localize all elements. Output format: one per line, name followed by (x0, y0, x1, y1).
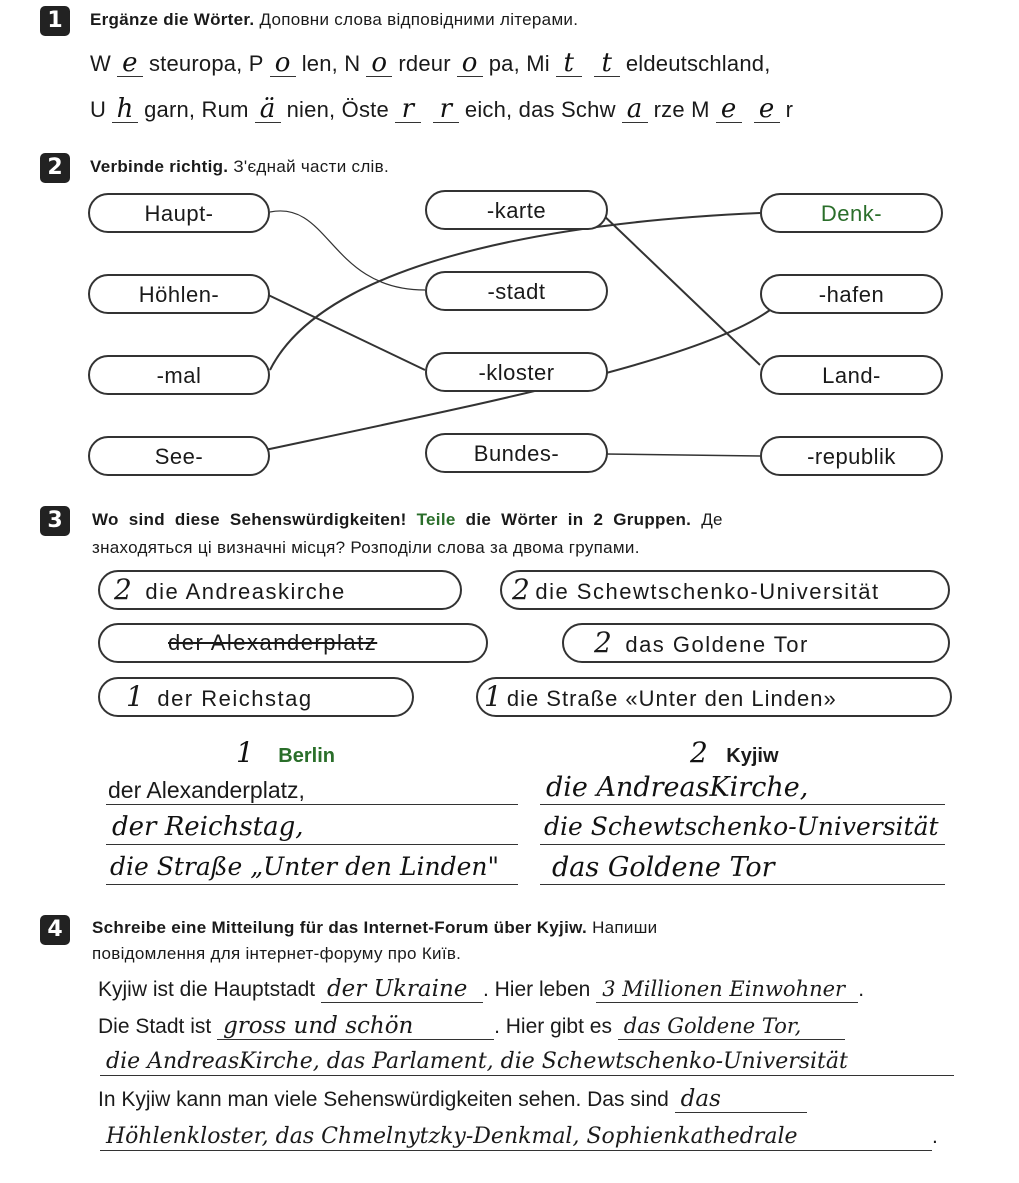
blank-answer[interactable]: t (594, 50, 620, 77)
task4-line5 (100, 1124, 938, 1151)
word-card-text: das Goldene Tor (625, 632, 809, 657)
text-fragment: W (90, 51, 111, 76)
group2-entry: die Schewtschenko-Universität (544, 812, 939, 841)
task4-line3 (100, 1049, 954, 1076)
group2-heading (690, 736, 779, 769)
text-fragment: rdeur (398, 51, 451, 76)
text-fragment: steuropa, P (148, 51, 264, 76)
group-mark: 2 (594, 626, 614, 659)
task3-title-uk-a: Де (701, 510, 723, 529)
word-part-haupt[interactable]: Haupt- (88, 193, 270, 233)
answer-field[interactable]: das Goldene Tor, (618, 1013, 845, 1040)
text-fragment: nien, Öste (286, 97, 389, 122)
answer-field[interactable]: 3 Millionen Einwohner (596, 976, 858, 1003)
connector-line (600, 212, 760, 365)
word-card[interactable] (98, 623, 488, 663)
word-part-republik[interactable]: -republik (760, 436, 943, 476)
text-fragment: len, N (301, 51, 361, 76)
write-line (106, 844, 518, 845)
connector-line (605, 454, 760, 456)
task2-number-badge: 2 (40, 153, 70, 183)
blank-answer[interactable]: e (754, 96, 780, 123)
blank-answer[interactable]: e (716, 96, 742, 123)
answer-field[interactable]: Höhlenkloster, das Chmelnytzky-Denkmal, Sophienkathedrale (100, 1124, 932, 1151)
answer-field[interactable]: das (675, 1086, 807, 1113)
word-part-hafen[interactable]: -hafen (760, 274, 943, 314)
task3-number-badge: 3 (40, 506, 70, 536)
blank-answer[interactable]: ä (255, 96, 281, 123)
task3-title-de-a: Wo sind diese Sehenswürdigkeiten! (92, 510, 407, 529)
write-line (540, 884, 945, 885)
word-part-karte[interactable]: -karte (425, 190, 608, 230)
text-fragment: U (90, 97, 107, 122)
group-mark: 2 (512, 573, 532, 606)
blank-answer[interactable]: r (395, 96, 421, 123)
answer-field[interactable]: der Ukraine (321, 976, 483, 1003)
write-line (540, 804, 945, 805)
group2-mark: 2 (690, 736, 708, 769)
task3-title-de-c: die Wörter in 2 Gruppen. (465, 510, 692, 529)
group1-entry: die Straße „Unter den Linden" (110, 852, 500, 881)
task3-title (92, 509, 954, 531)
group1-label: Berlin (278, 745, 335, 767)
group2-label: Kyjiw (726, 745, 779, 767)
task3-title-de-b: Teile (416, 510, 456, 529)
text-fragment: pa, Mi (488, 51, 550, 76)
word-card-text: die Schewtschenko-Universität (535, 579, 880, 604)
task4-sentence2 (98, 1013, 845, 1040)
blank-answer[interactable]: e (117, 50, 143, 77)
blank-answer[interactable]: a (622, 96, 648, 123)
word-part-bundes[interactable]: Bundes- (425, 433, 608, 473)
blank-answer[interactable]: t (556, 50, 582, 77)
task2-title-uk: З'єднай части слів. (233, 157, 389, 176)
sentence-text: . (858, 978, 865, 1001)
task4-subtitle: повідомлення для інтернет-форуму про Київ. (92, 944, 462, 963)
word-part-stadt[interactable]: -stadt (425, 271, 608, 311)
group1-mark: 1 (236, 736, 254, 769)
sentence-text: In Kyjiw kann man viele Sehenswürdigkeiten sehen. Das sind (98, 1088, 669, 1111)
task4-title-de: Schreibe eine Mitteilung für das Internet-Forum über Kyjiw. (92, 918, 588, 937)
word-part-see[interactable]: See- (88, 436, 270, 476)
word-part-mal[interactable]: -mal (88, 355, 270, 395)
blank-answer[interactable]: o (457, 50, 483, 77)
group1-entry: der Alexanderplatz, (108, 777, 305, 803)
task4-number-badge: 4 (40, 915, 70, 945)
text-fragment: rze M (653, 97, 710, 122)
word-part-denk[interactable]: Denk- (760, 193, 943, 233)
word-card[interactable] (476, 677, 952, 717)
text-fragment: eldeutschland, (625, 51, 771, 76)
answer-field[interactable]: die AndreasKirche, das Parlament, die Schewtschenko-Universität (100, 1049, 954, 1076)
blank-answer[interactable]: o (366, 50, 392, 77)
group1-entry: der Reichstag, (112, 812, 304, 842)
word-part-hoehlen[interactable]: Höhlen- (88, 274, 270, 314)
word-card[interactable] (562, 623, 950, 663)
write-line (540, 844, 945, 845)
sentence-text: . Hier gibt es (494, 1015, 612, 1038)
text-fragment: eich, das Schw (464, 97, 616, 122)
group2-entry: das Goldene Tor (552, 852, 775, 883)
group-mark: 1 (126, 680, 146, 713)
word-card-text: der Reichstag (157, 686, 313, 711)
word-card[interactable] (98, 570, 462, 610)
text-fragment: garn, Rum (144, 97, 249, 122)
task4-sentence3 (98, 1086, 807, 1113)
word-card[interactable] (98, 677, 414, 717)
group2-entry: die AndreasKirche, (546, 772, 809, 803)
group1-heading (236, 736, 335, 769)
task3-subtitle: знаходяться ці визначні місця? Розподіли слова за двома групами. (92, 538, 640, 557)
blank-answer[interactable]: o (270, 50, 296, 77)
answer-field[interactable]: gross und schön (217, 1013, 494, 1040)
group-mark: 1 (484, 680, 503, 713)
task2-title-de: Verbinde richtig. (90, 157, 229, 176)
task1-number-badge: 1 (40, 6, 70, 36)
word-card-text: die Andreaskirche (145, 579, 346, 604)
group-mark: 2 (114, 573, 134, 606)
task4-title-uk-a: Напиши (592, 918, 658, 937)
task1-title-uk: Доповни слова відповідними літерами. (259, 10, 579, 29)
task4-sentence1 (98, 976, 864, 1003)
task4-title (92, 917, 657, 939)
text-fragment: r (785, 97, 794, 122)
word-card-text: der Alexanderplatz (168, 630, 378, 655)
sentence-text: . Hier leben (482, 978, 591, 1001)
connector-line (262, 292, 425, 370)
write-line (106, 804, 518, 805)
write-line (106, 884, 518, 885)
sentence-text: Kyjiw ist die Hauptstadt (98, 978, 316, 1001)
sentence-text: . (932, 1125, 938, 1148)
connector-line (270, 211, 425, 290)
task1-title-de: Ergänze die Wörter. (90, 10, 255, 29)
blank-answer[interactable]: h (112, 96, 138, 123)
word-card[interactable] (500, 570, 950, 610)
sentence-text: Die Stadt ist (98, 1015, 212, 1038)
blank-answer[interactable]: r (433, 96, 459, 123)
word-part-land[interactable]: Land- (760, 355, 943, 395)
word-card-text: die Straße «Unter den Linden» (506, 686, 837, 711)
word-part-kloster[interactable]: -kloster (425, 352, 608, 392)
